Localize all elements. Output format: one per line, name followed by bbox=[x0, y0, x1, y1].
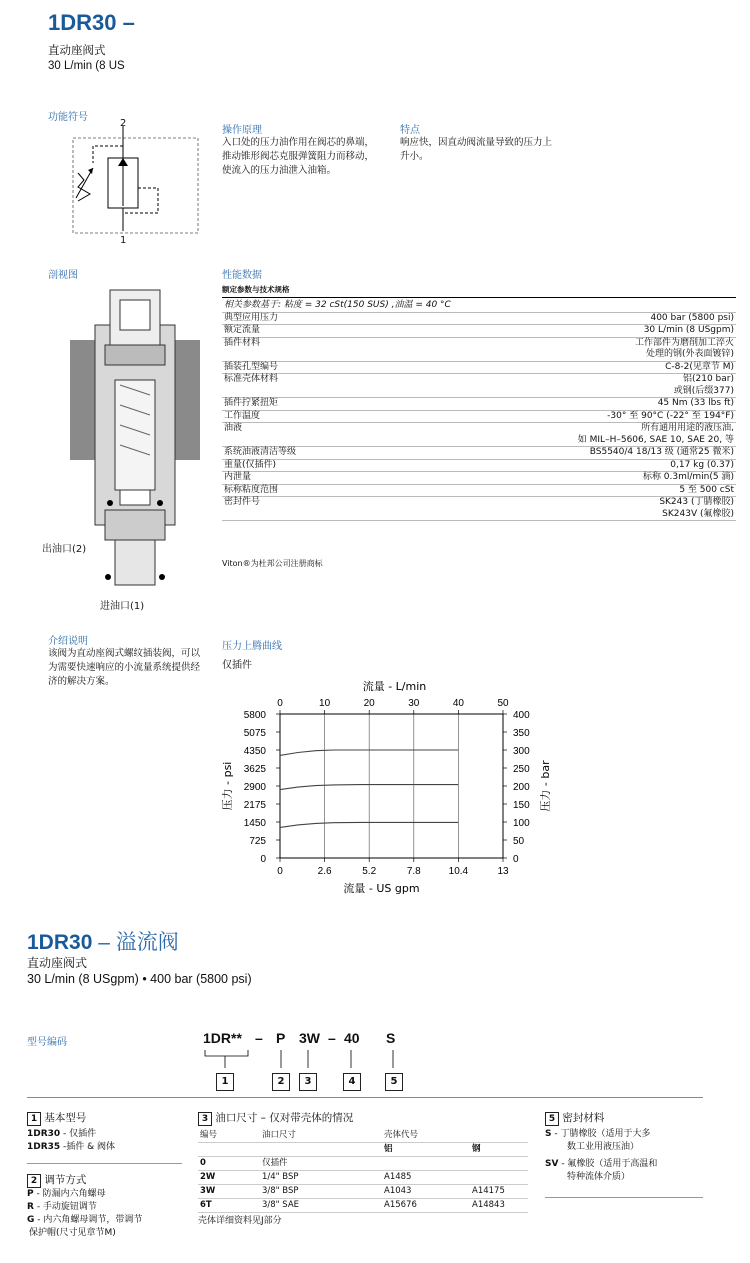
header-flow: 30 L/min (8 US bbox=[48, 60, 125, 72]
y-left-tick-label: 725 bbox=[249, 836, 266, 847]
code-box-1: 1 bbox=[216, 1069, 234, 1091]
spec-basis: 相关参数基于: 粘度 = 32 cSt(150 SUS) ,油温 = 40 °C bbox=[222, 300, 736, 312]
perf-title: 性能数据 bbox=[222, 270, 262, 281]
y-right-axis-label: 压力 - bar bbox=[539, 760, 552, 812]
ports-row: 6T 3/8" SAE A15676 A14843 bbox=[198, 1199, 528, 1213]
y-right-tick-label: 0 bbox=[513, 854, 519, 865]
chart-title: 压力上腾曲线 bbox=[222, 641, 282, 652]
y-left-tick-label: 5075 bbox=[243, 728, 266, 739]
y-right-tick-label: 350 bbox=[513, 728, 530, 739]
principle-title: 操作原理 bbox=[222, 125, 262, 136]
intro-text: 该阀为直动座阀式螺纹插装阀，可以为需要快速响应的小流量系统提供经济的解决方案。 bbox=[48, 648, 201, 687]
code-box-3: 3 bbox=[299, 1069, 317, 1091]
y-right-tick-label: 250 bbox=[513, 764, 530, 775]
features-text: 响应快，因直动阀流量导致的压力上升小。 bbox=[400, 137, 553, 162]
spec-row: 典型应用压力 400 bar (5800 psi) bbox=[224, 312, 734, 323]
y-right-tick-label: 100 bbox=[513, 818, 530, 829]
spec-row: 油液 所有通用用途的液压油, 如 MIL–H–5606, SAE 10, SAE 20, 等 bbox=[224, 423, 734, 445]
x-top-tick-label: 10 bbox=[319, 698, 331, 709]
spec-row: 系统油液清洁等级 BS5540/4 18/13 级 (通常25 微米) bbox=[224, 447, 734, 457]
section-divider bbox=[27, 1097, 703, 1098]
code-part: – bbox=[328, 1030, 336, 1046]
adjust-block: 2 调节方式 P - 防漏内六角螺母 R - 手动旋钮调节 G - 内六角螺母调节，带调节 保护帽(尺寸见章节M) bbox=[27, 1174, 143, 1238]
ports-row: 0 仅插件 bbox=[198, 1157, 528, 1171]
perf-table-title: 额定参数与技术规格 bbox=[222, 285, 290, 294]
spec-row: 标准壳体材料 铝(210 bar) 或钢(后缀377) bbox=[224, 374, 734, 396]
x-bottom-axis-label: 流量 - US gpm bbox=[343, 882, 420, 895]
perf-footnote: Viton®为杜邦公司注册商标 bbox=[222, 559, 323, 568]
x-top-axis-label: 流量 - L/min bbox=[362, 680, 427, 693]
y-right-tick-label: 200 bbox=[513, 782, 530, 793]
x-bottom-tick-label: 10.4 bbox=[448, 866, 469, 877]
code-box-5: 5 bbox=[385, 1069, 403, 1091]
spec-row: 工作温度 -30° 至 90°C (-22° 至 194°F) bbox=[224, 410, 734, 421]
y-left-tick-label: 2175 bbox=[243, 800, 266, 811]
header-model: 1DR30 – bbox=[48, 10, 135, 35]
code-part: 1DR** bbox=[203, 1030, 242, 1046]
code-part: 40 bbox=[344, 1030, 360, 1046]
y-left-axis-label: 压力 - psi bbox=[221, 761, 234, 811]
y-right-tick-label: 400 bbox=[513, 710, 530, 721]
x-top-tick-label: 20 bbox=[363, 698, 375, 709]
port-bottom: 1 bbox=[120, 235, 127, 246]
x-bottom-tick-label: 13 bbox=[497, 866, 509, 877]
spec-row: 插件材料 工作部件为磨削加工淬火 处理的钢(外表面镀锌) bbox=[224, 337, 734, 359]
y-right-tick-label: 150 bbox=[513, 800, 530, 811]
x-bottom-tick-label: 7.8 bbox=[406, 866, 421, 877]
code-part: P bbox=[276, 1030, 286, 1046]
title2-model: 1DR30 bbox=[27, 931, 93, 954]
spec-row: 额定流量 30 L/min (8 USgpm) bbox=[224, 325, 734, 335]
cross-section-drawing bbox=[70, 285, 200, 590]
code-connectors bbox=[203, 1048, 413, 1070]
spec-row: 插装孔型编号 C-8-2(见章节 M) bbox=[224, 361, 734, 372]
intro-title: 介绍说明 bbox=[48, 636, 88, 647]
y-right-tick-label: 50 bbox=[513, 836, 525, 847]
y-left-tick-label: 4350 bbox=[243, 746, 266, 757]
code-part: – bbox=[255, 1030, 263, 1046]
ports-row: 3W 3/8" BSP A1043 A14175 bbox=[198, 1185, 528, 1199]
pressure-chart bbox=[205, 676, 575, 898]
title2-subtitle: 直动座阀式 bbox=[27, 956, 88, 970]
divider bbox=[545, 1197, 703, 1198]
code-part: S bbox=[386, 1030, 396, 1046]
title2-rating: 30 L/min (8 USgpm) • 400 bar (5800 psi) bbox=[27, 972, 252, 986]
x-top-tick-label: 50 bbox=[497, 698, 509, 709]
ports-table: 编号 油口尺寸 壳体代号 铝 钢 0 仅插件 2W 1/4" BSP A1485 3W 3/8" BSP A1043 A14175 6T 3/8" SAE A15676 A14843 bbox=[198, 1129, 528, 1213]
title2-name: 溢流阀 bbox=[115, 930, 179, 954]
x-top-tick-label: 30 bbox=[408, 698, 420, 709]
basic-model-block: 1 基本型号 1DR30 - 仅插件 1DR35 -插件 & 阀体 bbox=[27, 1112, 116, 1152]
x-bottom-tick-label: 2.6 bbox=[317, 866, 332, 877]
code-box-4: 4 bbox=[343, 1069, 361, 1091]
x-bottom-tick-label: 0 bbox=[277, 866, 283, 877]
header-subtitle: 直动座阀式 bbox=[48, 43, 106, 57]
x-top-tick-label: 0 bbox=[277, 698, 283, 709]
divider bbox=[27, 1163, 182, 1164]
perf-table-rule bbox=[222, 297, 736, 298]
y-left-tick-label: 2900 bbox=[243, 782, 266, 793]
y-left-tick-label: 3625 bbox=[243, 764, 266, 775]
spec-row: 标称粘度范围 5 至 500 cSt bbox=[224, 484, 734, 495]
port-top: 2 bbox=[120, 118, 127, 129]
features-title: 特点 bbox=[400, 125, 420, 136]
spec-row: 插件拧紧扭矩 45 Nm (33 lbs ft) bbox=[224, 398, 734, 408]
x-top-tick-label: 40 bbox=[452, 698, 464, 709]
model-code-string bbox=[203, 1030, 423, 1050]
principle-text: 入口处的压力油作用在阀芯的鼻端，推动锥形阀芯克服弹簧阻力而移动，使流入的压力油泄入油箱。 bbox=[222, 137, 375, 176]
spec-row: 重量(仅插件) 0,17 kg (0.37) bbox=[224, 459, 734, 470]
model-code-title: 型号编码 bbox=[27, 1037, 67, 1048]
title2-dash: – bbox=[92, 931, 116, 954]
outlet-label: 出油口(2) bbox=[42, 544, 87, 555]
symbol-title: 功能符号 bbox=[48, 112, 88, 123]
title2 bbox=[27, 926, 179, 956]
section-title: 剖视图 bbox=[48, 270, 78, 281]
ports-row: 2W 1/4" BSP A1485 bbox=[198, 1171, 528, 1185]
code-part: 3W bbox=[299, 1030, 320, 1046]
chart-subtitle: 仅插件 bbox=[222, 660, 252, 671]
ports-block: 3 油口尺寸 – 仅对带壳体的情况 编号 油口尺寸 壳体代号 铝 钢 0 仅插件 2W 1/4" BSP A1485 3W 3/8" BSP A1043 A14175 6T 3/8" SAE A15676 A14843 壳体详细资料见J部分 bbox=[198, 1110, 528, 1228]
valve-symbol bbox=[48, 118, 218, 248]
spec-row: 内泄量 标称 0.3ml/min(5 滴) bbox=[224, 472, 734, 482]
seal-block: 5 密封材料 S - 丁腈橡胶（适用于大多 数工业用液压油） SV - 氟橡胶（适用于高温和 特种流体介质） bbox=[545, 1112, 658, 1182]
y-left-tick-label: 1450 bbox=[243, 818, 266, 829]
y-left-tick-label: 5800 bbox=[243, 710, 266, 721]
spec-row: 密封件号 SK243 (丁腈橡胶) SK243V (氟橡胶) bbox=[224, 497, 734, 519]
spec-table bbox=[222, 300, 736, 521]
y-right-tick-label: 300 bbox=[513, 746, 530, 757]
code-box-2: 2 bbox=[272, 1069, 290, 1091]
x-bottom-tick-label: 5.2 bbox=[362, 866, 377, 877]
inlet-label: 进油口(1) bbox=[100, 601, 145, 612]
y-left-tick-label: 0 bbox=[260, 854, 266, 865]
